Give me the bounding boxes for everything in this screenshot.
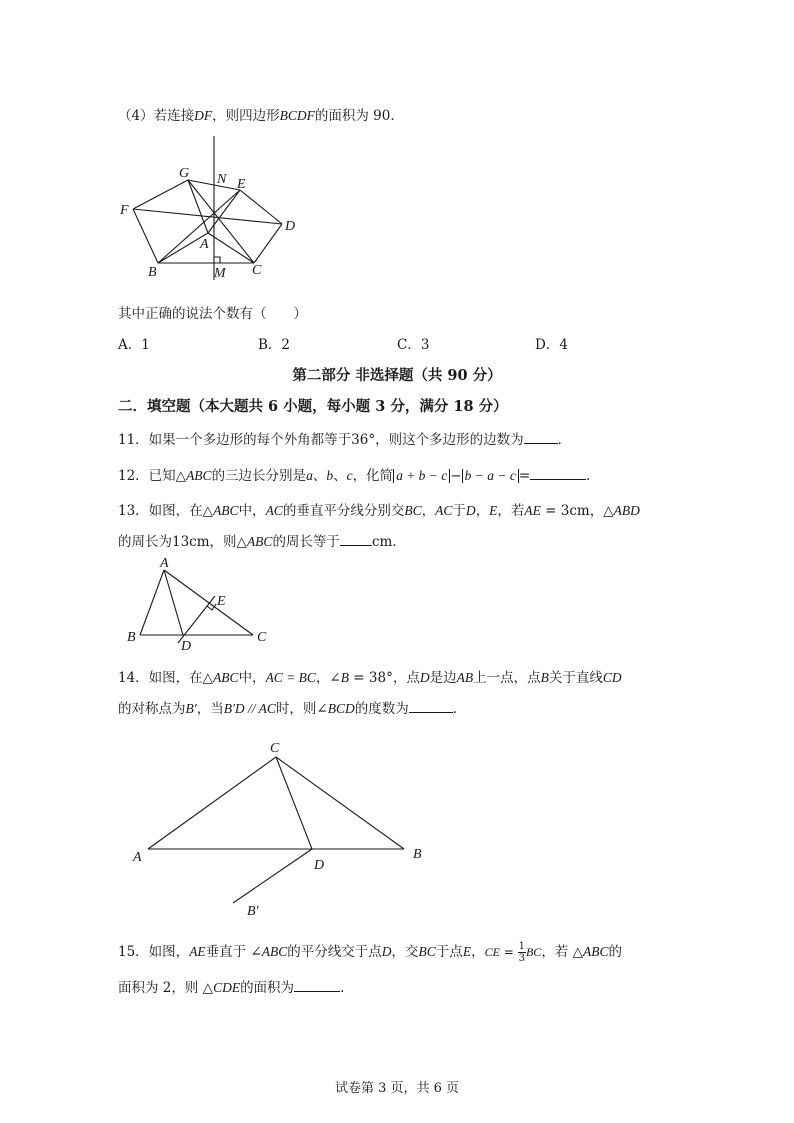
section2-title: 二．填空题（本大题共 6 小题，每小题 3 分，满分 18 分） [118, 398, 508, 415]
q13-l1-mid: 中， [238, 503, 266, 519]
q14-l1-tri: ABC [213, 670, 239, 685]
q13-l1-val: = 3cm [540, 503, 590, 519]
q15-line2 [118, 976, 344, 996]
q15-frac-den: 3 [518, 953, 525, 964]
q15-l1-abc: ABC [261, 944, 288, 959]
q14-l1-ab: AB [456, 670, 474, 685]
label-bprime: B′ [247, 904, 259, 919]
q10-prompt: 其中正确的说法个数有（ ） [118, 306, 307, 322]
q10-option-d: D．4 [535, 337, 568, 353]
label-e: E [237, 177, 246, 192]
q14-l2-bp: B′ [185, 701, 197, 716]
q10-item4-prefix: （4）若连接 [118, 108, 195, 124]
q15-l1-ae: AE [189, 944, 206, 959]
q15-l1-mid5: ，若 △ [541, 944, 583, 960]
label-c: C [257, 630, 267, 645]
q15-frac-num: 1 [518, 941, 525, 952]
label-b: B [413, 847, 422, 862]
q13-l1-mid3: 于 [452, 503, 466, 519]
seg-cb [276, 757, 404, 849]
label-g: G [179, 166, 190, 181]
q14-l1-angle: B [340, 670, 349, 685]
q13-l1-mid2: 的垂直平分线分别交 [282, 503, 405, 519]
q12-abs2: b − a − c [462, 469, 519, 483]
q14-l1-mid2: ，点 [392, 670, 420, 686]
q15-l1-ce: CE [484, 945, 500, 959]
q13-l1-mid4: ，若 [497, 503, 525, 519]
q12-abs1: a + b − c [393, 469, 450, 483]
seg-ac [148, 757, 276, 849]
label-f: F [120, 203, 129, 218]
q14-l1-mid3: 是边 [429, 670, 457, 686]
q13-l1-bc: BC [404, 503, 422, 518]
label-a: A [200, 237, 209, 252]
q13-l1-abd: ABD [613, 503, 640, 518]
q12-mid2: ，化简 [352, 468, 394, 484]
q12-eq: = [518, 468, 531, 484]
q14-l2-mid3: 的度数为 [354, 701, 409, 717]
q15-l1-d: D [381, 944, 392, 959]
q15-line1 [118, 940, 622, 964]
q14-l2-prefix: 的对称点为 [118, 701, 186, 717]
q15-l1-sep: ， [471, 944, 485, 960]
q14-l2-mid: ，当 [196, 701, 224, 717]
q10-item4-suffix: 的面积为 90． [314, 108, 404, 124]
q10-option-b: B．2 [258, 337, 291, 353]
q14-l2-par: B′D // AC [223, 701, 276, 716]
q15-l1-mid2: 的平分线交于点 [287, 944, 382, 960]
q13-l2-mid: 的周长等于 [272, 534, 340, 550]
q15-l1-e: E [462, 944, 472, 959]
q15-l2-mid: 的面积为 [240, 980, 295, 996]
q15-l1-tri: ABC [583, 944, 609, 959]
q14-l1-mid4: 上一点，点 [473, 670, 541, 686]
q15-l1-bc2: BC [525, 945, 542, 959]
q14-l1-val: = 38° [349, 670, 393, 686]
q12-c: c [346, 468, 353, 483]
q12-a: a [306, 468, 313, 483]
q10-option-c: C．3 [397, 337, 430, 353]
q13-l1-ac2: AC [435, 503, 453, 518]
q13-l2-tri: ABC [246, 534, 273, 549]
q10-item4-mid: ，则四边形 [212, 108, 280, 124]
q14-l1-sep: ，∠ [315, 670, 341, 686]
q13-l2-prefix: 的周长为13cm，则△ [118, 534, 247, 550]
seg-cd [276, 757, 312, 849]
q13-l1-sep3: ，△ [589, 503, 614, 519]
q11-end: ． [557, 432, 572, 448]
q15-fraction [518, 941, 526, 964]
label-n: N [217, 172, 227, 187]
q13-l1-e: E [489, 503, 498, 518]
q10-item4-quad: BCDF [279, 108, 315, 123]
label-d: D [285, 219, 296, 234]
q12-b: b [326, 468, 334, 483]
seg-dbprime [233, 849, 312, 903]
q14-l1-b: B [540, 670, 549, 685]
q13-l1-ae: AE [524, 503, 541, 518]
q10-item4-seg: DF [194, 108, 213, 123]
q14-l2-end: ． [452, 701, 467, 717]
label-b: B [148, 265, 157, 280]
q12-tri: ABC [186, 468, 212, 483]
q14-l1-d: D [419, 670, 430, 685]
q14-l1-cd: CD [602, 670, 622, 685]
q15-l1-mid3: ，交 [391, 944, 419, 960]
q13-l1-sep2: ， [475, 503, 490, 519]
q12-minus: − [450, 468, 462, 484]
q14-l2-angle: BCD [327, 701, 355, 716]
q13-l1-sep: ， [421, 503, 436, 519]
q15-blank[interactable] [294, 979, 340, 992]
q15-l1-prefix: 15．如图， [118, 944, 190, 960]
q14-l1-eq: AC = BC [265, 670, 316, 685]
label-d: D [181, 639, 192, 654]
part2-title: 第二部分 非选择题（共 90 分） [292, 367, 502, 384]
q12-mid: 的三边长分别是 [211, 468, 307, 484]
q15-l2-cde: CDE [213, 980, 241, 995]
q12-sep1: 、 [312, 468, 327, 484]
label-a: A [160, 556, 169, 571]
label-a: A [133, 850, 142, 865]
q15-l1-mid4: 于点 [435, 944, 463, 960]
q13-l1-prefix: 13．如图，在△ [118, 503, 214, 519]
q13-l2-end: cm． [371, 534, 406, 550]
q15-l2-prefix: 面积为 2，则 △ [118, 980, 214, 996]
q15-l1-mid: 垂直于 ∠ [205, 944, 262, 960]
q11-text: 11．如果一个多边形的每个外角都等于36°，则这个多边形的边数为 [118, 432, 524, 448]
label-m: M [214, 266, 226, 281]
q15-l1-end: 的 [608, 944, 622, 960]
q15-l2-end: . [340, 980, 345, 996]
q13-l1-ac: AC [265, 503, 283, 518]
q10-option-a: A．1 [118, 337, 150, 353]
q15-l1-eq: = [499, 945, 518, 959]
label-e: E [217, 594, 226, 609]
label-c: C [252, 263, 262, 278]
q14-l2-mid2: 时，则∠ [275, 701, 328, 717]
q12-prefix: 12．已知△ [118, 468, 187, 484]
q14-l1-mid5: 关于直线 [548, 670, 603, 686]
label-d: D [314, 858, 325, 873]
label-c: C [270, 741, 280, 756]
q14-l1-mid: 中， [238, 670, 266, 686]
page-footer: 试卷第 3 页，共 6 页 [334, 1081, 460, 1096]
q13-l1-tri: ABC [213, 503, 239, 518]
q12-sep2: 、 [333, 468, 347, 484]
q12-end: ． [586, 468, 600, 484]
q14-l1-prefix: 14．如图，在△ [118, 670, 214, 686]
q13-l1-d: D [465, 503, 476, 518]
label-b: B [127, 630, 136, 645]
q15-l1-bc: BC [418, 944, 436, 959]
